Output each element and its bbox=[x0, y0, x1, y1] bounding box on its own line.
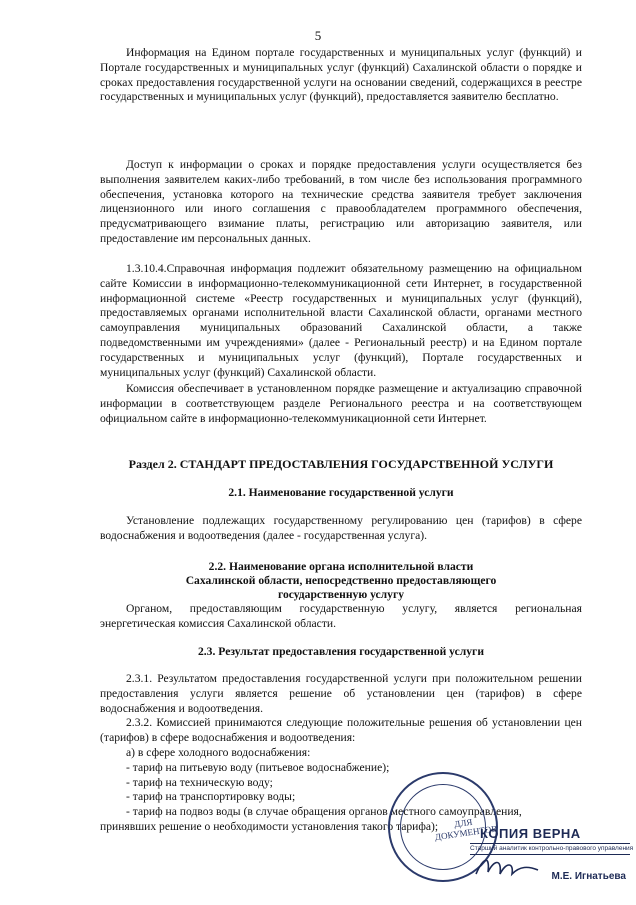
paragraph-decisions: 2.3.2. Комиссией принимаются следующие положительные решения об установлении цен (тарифов) в сфере водоснабжения и водоотведения: bbox=[100, 716, 582, 744]
heading-2-2-line-2: Сахалинской области, непосредственно предоставляющего bbox=[185, 574, 497, 587]
list-item-continuation: принявших решение о необходимости установления такого тарифа); bbox=[100, 820, 439, 833]
list-item: а) в сфере холодного водоснабжения: bbox=[126, 746, 311, 759]
paragraph-result: 2.3.1. Результатом предоставления государственной услуги при положительном решении предоставления услуги является решение об установлении цен (тарифов) в сфере водоснабжения и водоотведения. bbox=[100, 672, 582, 715]
heading-2-2-line-1: 2.2. Наименование органа исполнительной власти bbox=[208, 560, 474, 573]
paragraph-commission-duty: Комиссия обеспечивает в установленном порядке размещение и актуализацию справочной информации в соответствующем разделе Регионального реестра и на соответствующем официальном сайте в информационно-телекоммуникационной сети Интернет. bbox=[100, 382, 582, 425]
paragraph-access-info: Доступ к информации о сроках и порядке предоставления услуги осуществляется без выполнения заявителем каких-либо требований, в том числе без использования программного обеспечения, установка которого на технические средства заявителя требует заключения лицензионного или иного соглашения с правообладателем программного обеспечения, предусматривающего взимание платы, регистрацию или авторизацию заявителя, или предоставление им персональных данных. bbox=[100, 158, 582, 245]
list-item: - тариф на подвоз воды (в случае обращения органов местного самоуправления, bbox=[126, 805, 522, 819]
heading-2-3: 2.3. Результат предоставления государственной услуги bbox=[197, 645, 484, 658]
heading-2-1: 2.1. Наименование государственной услуги bbox=[228, 486, 454, 499]
paragraph-authority: Органом, предоставляющим государственную услугу, является региональная энергетическая комиссия Сахалинской области. bbox=[100, 602, 582, 630]
heading-2-2-line-3: государственную услугу bbox=[277, 588, 405, 601]
paragraph-portal-info: Информация на Едином портале государственных и муниципальных услуг (функций) и Портале государственных и муниципальных услуг (функций) Сахалинской области о порядке и сроках предоставления государственной услуги на основании сведений, содержащихся в реестре государственных и муниципальных услуг (функций), предоставляется заявителю бесплатно. bbox=[100, 46, 582, 104]
copy-name: М.Е. Игнатьева bbox=[551, 871, 626, 882]
tariff-list bbox=[100, 746, 582, 820]
paragraph-service-name: Установление подлежащих государственному регулированию цен (тарифов) в сфере водоснабжения и водоотведения (далее - государственная услуга). bbox=[100, 514, 582, 542]
list-item: - тариф на техническую воду; bbox=[126, 775, 273, 789]
signature-icon bbox=[472, 852, 542, 882]
section-2-heading: Раздел 2. СТАНДАРТ ПРЕДОСТАВЛЕНИЯ ГОСУДАРСТВЕННОЙ УСЛУГИ bbox=[128, 457, 554, 471]
list-item: - тариф на транспортировку воды; bbox=[126, 790, 296, 804]
documents-stamp: ДЛЯ ДОКУМЕНТОВ bbox=[434, 816, 498, 843]
paragraph-reference-info: 1.3.10.4.Справочная информация подлежит обязательному размещению на официальном сайте Комиссии в информационно-телекоммуникационной сети Интернет, в государственной информационной системе «Реестр государственных и муниципальных услуг (функций), предоставляемых органами исполнительной власти Сахалинской области, органами местного самоуправления муниципальных образований Сахалинской области, а также подведомственными им учреждениями» (далее - Региональный реестр) и на Едином портале государственных и муниципальных услуг (функций), Портале государственных и муниципальных услуг (функций) Сахалинской области. bbox=[100, 262, 582, 379]
list-item: - тариф на питьевую воду (питьевое водоснабжение); bbox=[126, 760, 390, 774]
copy-role: Старший аналитик контрольно-правового управления bbox=[470, 843, 630, 855]
copy-title: КОПИЯ ВЕРНА bbox=[480, 826, 581, 841]
page-number: 5 bbox=[314, 28, 322, 43]
